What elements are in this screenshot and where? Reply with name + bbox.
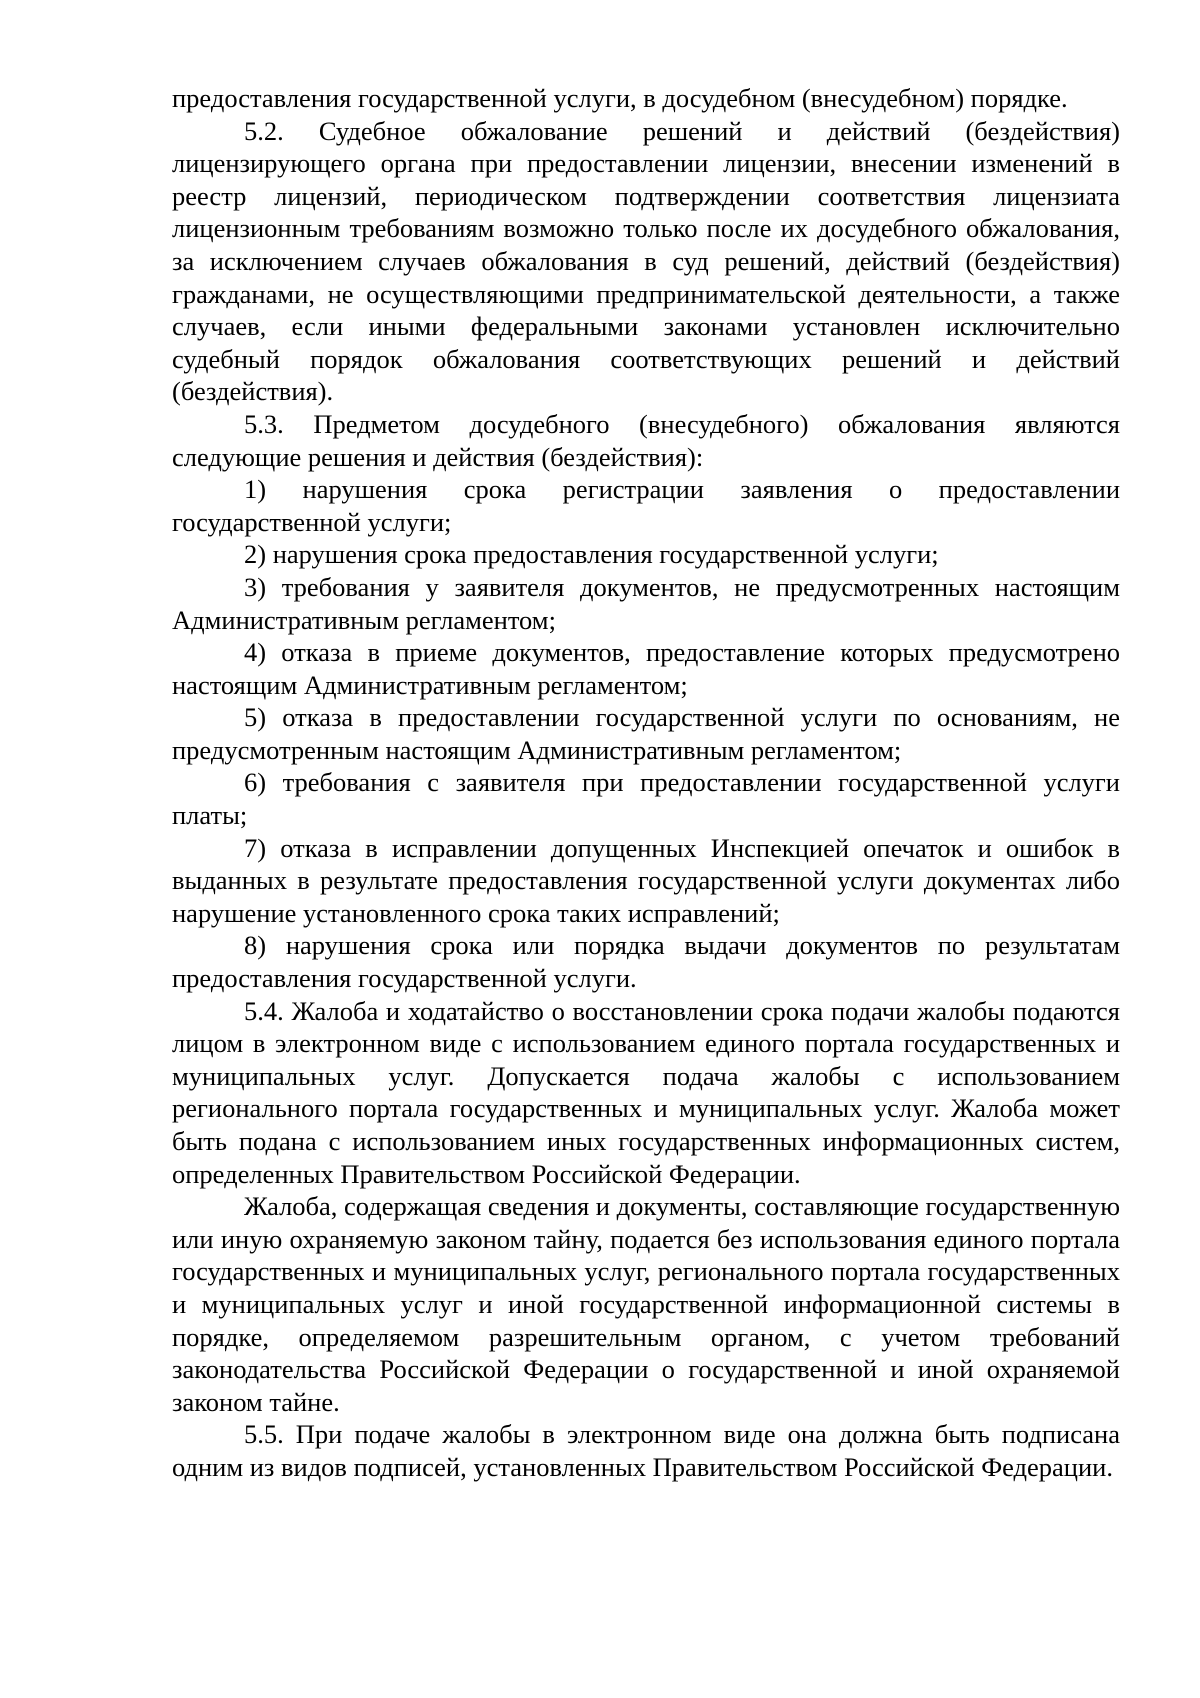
list-item-7: 7) отказа в исправлении допущенных Инспекцией опечаток и ошибок в выданных в результате предоставления государственной услуги документах либо нарушение установленного срока таких исправлений; [172,832,1120,928]
list-item-6: 6) требования с заявителя при предоставлении государственной услуги платы; [172,767,1120,831]
list-item-4: 4) отказа в приеме документов, предоставление которых предусмотрено настоящим Административным регламентом; [172,637,1120,700]
list-item-2: 2) нарушения срока предоставления государственной услуги; [244,539,939,570]
list-item-8: 8) нарушения срока или порядка выдачи документов по результатам предоставления государственной услуги. [172,930,1120,994]
paragraph-5-3: 5.3. Предметом досудебного (внесудебного) обжалования являются следующие решения и действия (бездействия): [172,408,1120,472]
paragraph-5-4: 5.4. Жалоба и ходатайство о восстановлении срока подачи жалобы подаются лицом в электронном виде с использованием единого портала государственных и муниципальных услуг. Допускается подача жалобы с использованием регионального портала государственных и муниципальных услуг. Жалоба может быть подана с использованием иных государственных информационных систем, определенных Правительством Российской Федерации. [172,995,1120,1189]
list-item-1: 1) нарушения срока регистрации заявления о предоставлении государственной услуги; [172,474,1120,537]
list-item-5: 5) отказа в предоставлении государственной услуги по основаниям, не предусмотренным настоящим Административным регламентом; [172,702,1120,765]
paragraph-continuation: предоставления государственной услуги, в досудебном (внесудебном) порядке. [172,83,1068,113]
document-page [172,82,1120,1484]
paragraph-5-2: 5.2. Судебное обжалование решений и действий (бездействия) лицензирующего органа при предоставлении лицензии, внесении изменений в реестр лицензий, периодическом подтверждении соответствия лицензиата лицензионным требованиям возможно только после их досудебного обжалования, за исключением случаев обжалования в суд решений, действий (бездействия) гражданами, не осуществляющими предпринимательской деятельности, а также случаев, если иными федеральными законами установлен исключительно судебный порядок обжалования соответствующих решений и действий (бездействия). [172,115,1120,407]
paragraph-5-5: 5.5. При подаче жалобы в электронном виде она должна быть подписана одним из видов подписей, установленных Правительством Российской Федерации. [172,1419,1120,1482]
paragraph-secret-complaint: Жалоба, содержащая сведения и документы, составляющие государственную или иную охраняемую законом тайну, подается без использования единого портала государственных и муниципальных услуг, регионального портала государственных и муниципальных услуг и иной государственной информационной системы в порядке, определяемом разрешительным органом, с учетом требований законодательства Российской Федерации о государственной и иной охраняемой законом тайне. [172,1191,1121,1417]
list-item-3: 3) требования у заявителя документов, не предусмотренных настоящим Административным регламентом; [172,571,1120,635]
